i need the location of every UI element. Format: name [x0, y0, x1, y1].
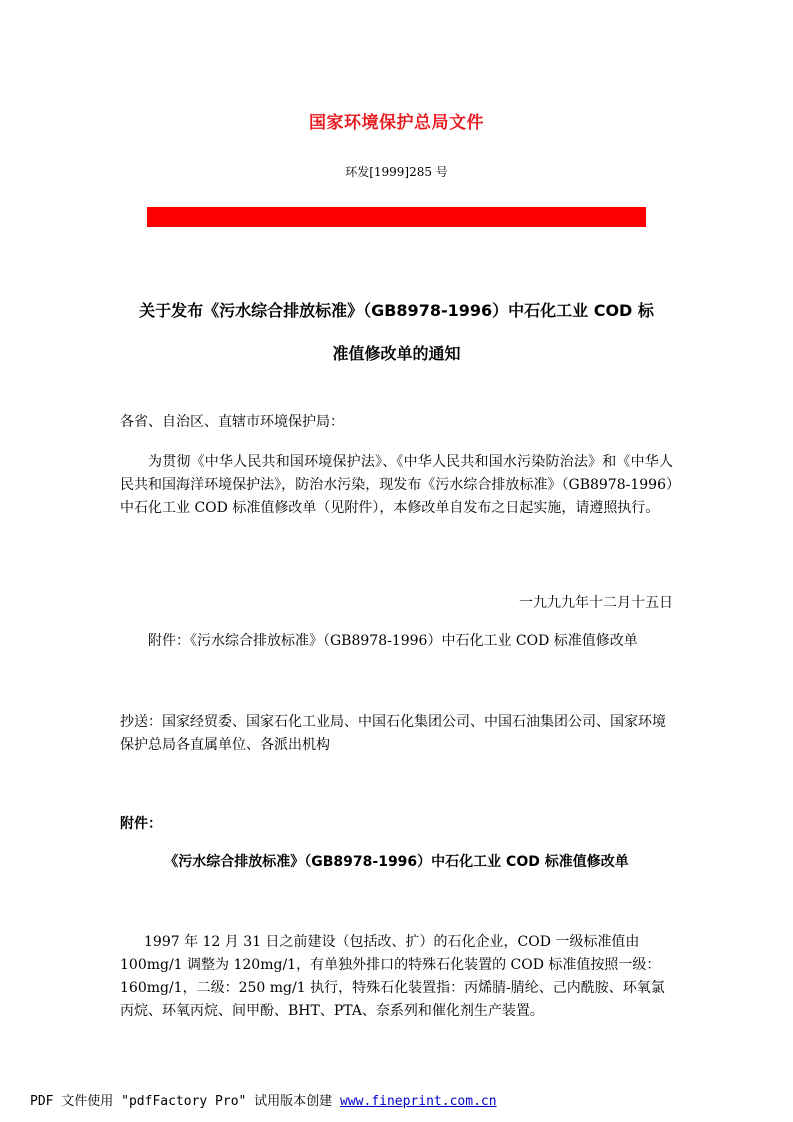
footer-link[interactable]: www.fineprint.com.cn — [340, 1094, 497, 1109]
notice-title-line-2: 准值修改单的通知 — [332, 344, 461, 363]
pdf-footer — [30, 1090, 497, 1109]
attachment-title: 《污水综合排放标准》（GB8978-1996）中石化工业 COD 标准值修改单 — [164, 854, 629, 870]
salutation: 各省、自治区、直辖市环境保护局： — [120, 414, 344, 430]
agency-header: 国家环境保护总局文件 — [309, 113, 484, 133]
document-number: 环发[1999]285 号 — [345, 165, 448, 179]
attachment-heading: 附件： — [120, 816, 162, 832]
footer-text: PDF 文件使用 "pdfFactory Pro" 试用版本创建 — [30, 1094, 341, 1109]
red-separator-bar — [147, 207, 646, 227]
cc-list: 抄送：国家经贸委、国家石化工业局、中国石化集团公司、中国石油集团公司、国家环境保护总局各直属单位、各派出机构 — [120, 714, 666, 753]
notice-body: 为贯彻《中华人民共和国环境保护法》、《中华人民共和国水污染防治法》和《中华人民共和国海洋环境保护法》，防治水污染，现发布《污水综合排放标准》（GB8978-1996）中石化工业 COD 标准值修改单（见附件），本修改单自发布之日起实施，请遵照执行。 — [120, 454, 673, 516]
notice-title-line-1: 关于发布《污水综合排放标准》（GB8978-1996）中石化工业 COD 标 — [139, 301, 654, 320]
attachment-note: 附件：《污水综合排放标准》（GB8978-1996）中石化工业 COD 标准值修改单 — [148, 633, 638, 649]
attachment-body: 1997 年 12 月 31 日之前建设（包括改、扩）的石化企业，COD 一级标准值由 100mg/1 调整为 120mg/1，有单独外排口的特殊石化装置的 COD 标准值按照一级：160mg/1，二级：250 mg/1 执行，特殊石化装置指：丙烯腈-腈纶、己内酰胺、环氧氯丙烷、环氧丙烷、间甲酚、BHT、PTA、奈系列和催化剂生产装置。 — [120, 934, 665, 1019]
issue-date: 一九九九年十二月十五日 — [519, 595, 673, 611]
